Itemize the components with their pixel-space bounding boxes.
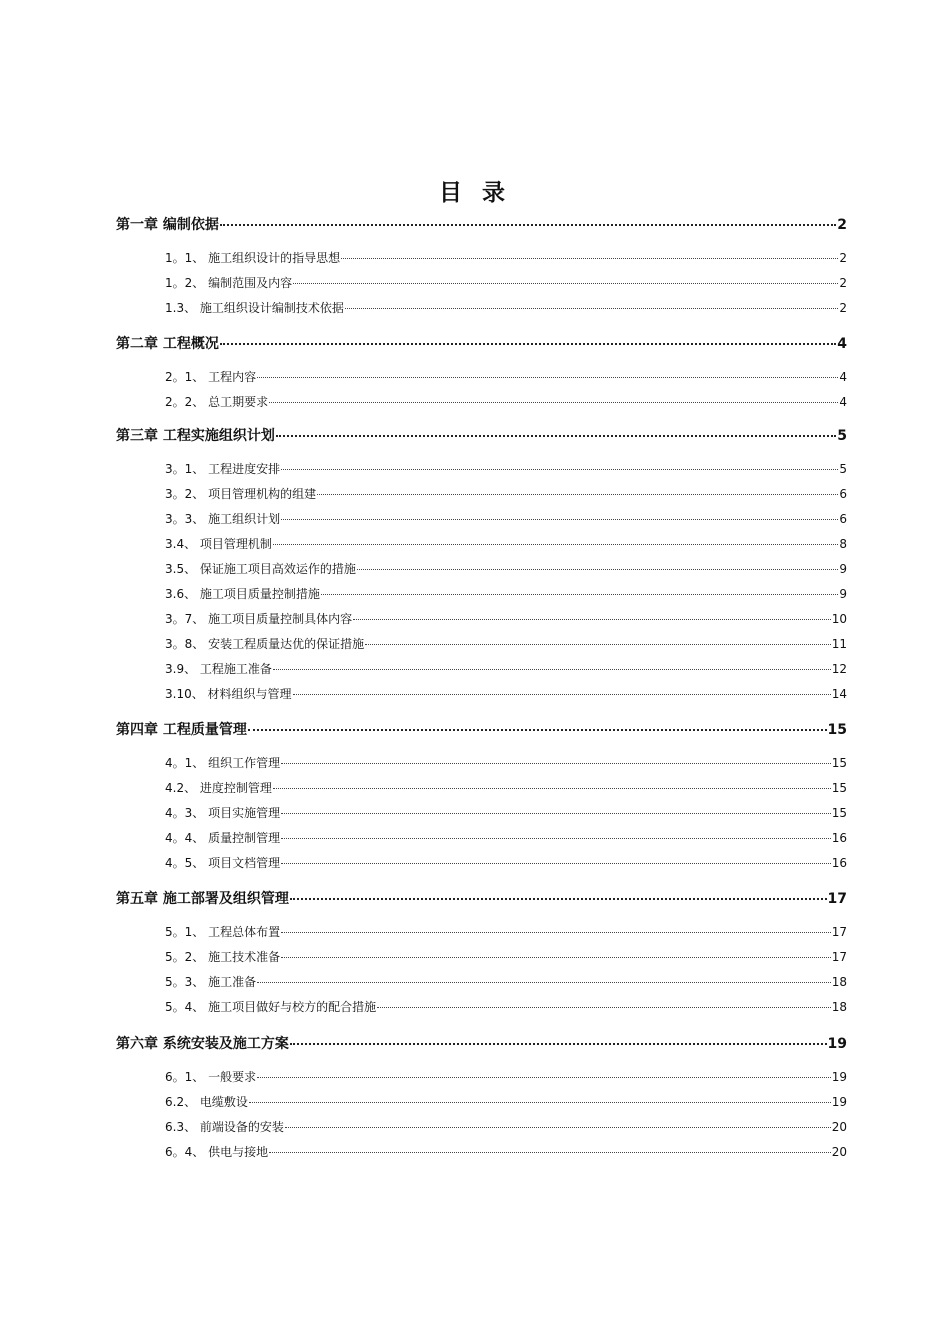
dot-leader [321,593,838,595]
dot-leader [273,668,831,670]
toc-chapter-entry[interactable] [116,425,847,445]
toc-page-number: 17 [831,925,847,939]
dot-leader [281,956,831,958]
toc-entry-label: 6.2、 电缆敷设 [165,1095,248,1109]
toc-entry-label: 4。4、 质量控制管理 [165,831,281,845]
toc-entry-label: 3。2、 项目管理机构的组建 [165,487,317,501]
toc-section-entry[interactable] [165,1118,847,1134]
toc-page-number: 12 [831,662,847,676]
toc-entry-label: 5。4、 施工项目做好与校方的配合措施 [165,1000,377,1014]
toc-entry-label: 1.3、 施工组织设计编制技术依据 [165,301,344,315]
toc-page-number: 2 [837,217,847,233]
toc-page-number: 9 [839,562,847,576]
toc-section-entry[interactable] [165,610,847,626]
toc-section-entry[interactable] [165,923,847,939]
dot-leader [285,1126,831,1128]
toc-chapter-entry[interactable] [116,214,847,234]
toc-section-entry[interactable] [165,485,847,501]
dot-leader [290,1042,827,1045]
dot-leader [293,282,838,284]
toc-page-number: 16 [831,856,847,870]
toc-page-number: 17 [827,891,847,907]
toc-section-entry[interactable] [165,1093,847,1109]
toc-entry-label: 第四章 工程质量管理 [116,722,247,738]
toc-page-number: 20 [831,1145,847,1159]
toc-section-entry[interactable] [165,299,847,315]
toc-page-number: 4 [839,370,847,384]
toc-entry-label: 2。1、 工程内容 [165,370,257,384]
toc-page-number: 8 [839,537,847,551]
toc-entry-label: 2。2、 总工期要求 [165,395,269,409]
toc-entry-label: 3.9、 工程施工准备 [165,662,272,676]
toc-entry-label: 第一章 编制依据 [116,217,219,233]
toc-section-entry[interactable] [165,510,847,526]
toc-entry-label: 5。2、 施工技术准备 [165,950,281,964]
dot-leader [281,762,831,764]
toc-section-entry[interactable] [165,779,847,795]
toc-section-entry[interactable] [165,1143,847,1159]
toc-chapter-entry[interactable] [116,1033,847,1053]
toc-entry-label: 5。1、 工程总体布置 [165,925,281,939]
toc-page-number: 20 [831,1120,847,1134]
toc-page-number: 6 [839,512,847,526]
toc-entry-label: 6。1、 一般要求 [165,1070,257,1084]
toc-entry-label: 4。1、 组织工作管理 [165,756,281,770]
toc-chapter-entry[interactable] [116,333,847,353]
toc-section-entry[interactable] [165,1068,847,1084]
toc-page-number: 14 [831,687,847,701]
toc-page-number: 5 [837,428,847,444]
toc-entry-label: 第六章 系统安装及施工方案 [116,1036,289,1052]
toc-entry-label: 4.2、 进度控制管理 [165,781,272,795]
toc-page-number: 4 [837,336,847,352]
dot-leader [281,812,831,814]
toc-section-entry[interactable] [165,585,847,601]
toc-page-number: 6 [839,487,847,501]
toc-section-entry[interactable] [165,460,847,476]
toc-page-number: 16 [831,831,847,845]
toc-entry-label: 1。1、 施工组织设计的指导思想 [165,251,341,265]
dot-leader [281,931,831,933]
dot-leader [290,897,827,900]
toc-page-number: 2 [839,301,847,315]
toc-page-number: 15 [831,781,847,795]
toc-page-number: 9 [839,587,847,601]
toc-entry-label: 5。3、 施工准备 [165,975,257,989]
toc-page-number: 18 [831,1000,847,1014]
toc-section-entry[interactable] [165,829,847,845]
toc-page-number: 11 [831,637,847,651]
dot-leader [357,568,838,570]
dot-leader [341,257,838,259]
toc-section-entry[interactable] [165,249,847,265]
dot-leader [353,618,831,620]
dot-leader [257,981,831,983]
dot-leader [377,1006,831,1008]
toc-page-number: 15 [827,722,847,738]
toc-page-number: 18 [831,975,847,989]
toc-section-entry[interactable] [165,660,847,676]
toc-entry-label: 3.10、 材料组织与管理 [165,687,292,701]
dot-leader [281,837,831,839]
dot-leader [293,693,831,695]
toc-section-entry[interactable] [165,754,847,770]
toc-section-entry[interactable] [165,368,847,384]
page-title: 目 录 [438,180,511,206]
dot-leader [269,401,838,403]
toc-entry-label: 4。5、 项目文档管理 [165,856,281,870]
toc-page-number: 10 [831,612,847,626]
toc-entry-label: 第二章 工程概况 [116,336,219,352]
toc-section-entry[interactable] [165,685,847,701]
dot-leader [220,342,836,345]
toc-chapter-entry[interactable] [116,888,847,908]
toc-section-entry[interactable] [165,560,847,576]
toc-section-entry[interactable] [165,393,847,409]
dot-leader [317,493,838,495]
toc-page-number: 2 [839,276,847,290]
dot-leader [281,862,831,864]
toc-page-number: 19 [827,1036,847,1052]
toc-page-number: 19 [831,1070,847,1084]
toc-entry-label: 6.3、 前端设备的安装 [165,1120,284,1134]
toc-section-entry[interactable] [165,274,847,290]
toc-section-entry[interactable] [165,804,847,820]
toc-chapter-entry[interactable] [116,719,847,739]
dot-leader [257,1076,831,1078]
toc-page-number: 4 [839,395,847,409]
toc-section-entry[interactable] [165,948,847,964]
toc-entry-label: 3.6、 施工项目质量控制措施 [165,587,320,601]
toc-page-number: 17 [831,950,847,964]
dot-leader [345,307,838,309]
dot-leader [273,787,831,789]
toc-entry-label: 3。8、 安装工程质量达优的保证措施 [165,637,365,651]
toc-entry-label: 3。1、 工程进度安排 [165,462,281,476]
toc-page-number: 2 [839,251,847,265]
dot-leader [257,376,838,378]
toc-entry-label: 第五章 施工部署及组织管理 [116,891,289,907]
toc-section-entry[interactable] [165,854,847,870]
toc-entry-label: 3.4、 项目管理机制 [165,537,272,551]
toc-section-entry[interactable] [165,535,847,551]
dot-leader [249,1101,831,1103]
toc-page-number: 15 [831,756,847,770]
dot-leader [248,728,827,731]
dot-leader [365,643,831,645]
dot-leader [269,1151,831,1153]
toc-entry-label: 第三章 工程实施组织计划 [116,428,275,444]
dot-leader [273,543,838,545]
toc-page-number: 5 [839,462,847,476]
dot-leader [276,434,836,437]
toc-entry-label: 3。3、 施工组织计划 [165,512,281,526]
dot-leader [281,468,838,470]
toc-section-entry[interactable] [165,635,847,651]
toc-entry-label: 3.5、 保证施工项目高效运作的措施 [165,562,356,576]
toc-entry-label: 6。4、 供电与接地 [165,1145,269,1159]
toc-page-number: 15 [831,806,847,820]
toc-entry-label: 4。3、 项目实施管理 [165,806,281,820]
toc-entry-label: 1。2、 编制范围及内容 [165,276,293,290]
toc-page-number: 19 [831,1095,847,1109]
toc-section-entry[interactable] [165,998,847,1014]
toc-section-entry[interactable] [165,973,847,989]
dot-leader [220,223,836,226]
dot-leader [281,518,838,520]
toc-entry-label: 3。7、 施工项目质量控制具体内容 [165,612,353,626]
